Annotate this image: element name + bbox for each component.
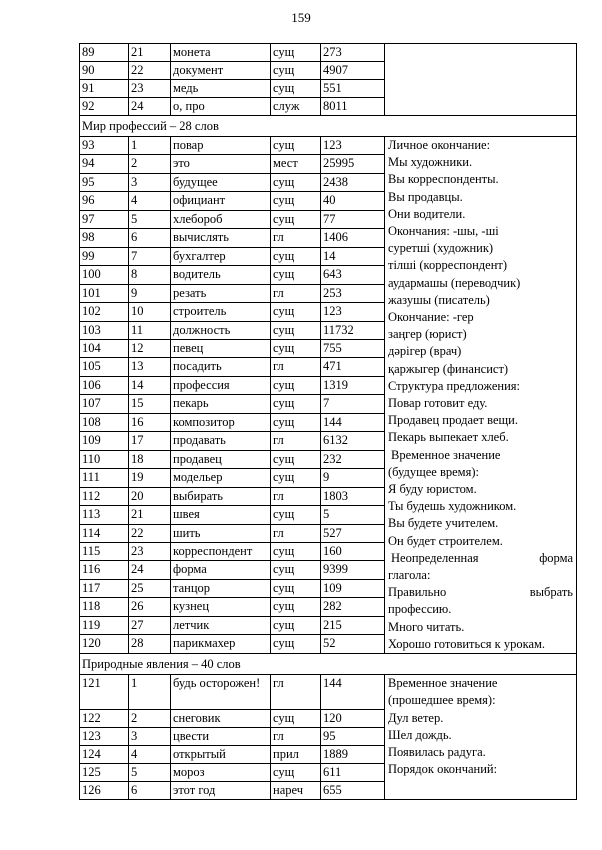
frequency-cell: 95 xyxy=(321,728,385,746)
row-number-cell: 107 xyxy=(80,395,129,413)
frequency-cell: 25995 xyxy=(321,155,385,173)
section-index-cell: 9 xyxy=(129,284,171,302)
part-of-speech-cell: гл xyxy=(271,229,321,247)
word-cell: кузнец xyxy=(171,598,271,616)
word-cell: о, про xyxy=(171,98,271,116)
section-index-cell: 4 xyxy=(129,746,171,764)
frequency-cell: 14 xyxy=(321,247,385,265)
note-line: Окончание: -гер xyxy=(388,310,474,325)
note-line: Хорошо готовиться к урокам. xyxy=(388,636,546,651)
frequency-cell: 120 xyxy=(321,710,385,728)
word-cell: документ xyxy=(171,62,271,80)
section-header-row xyxy=(80,116,577,137)
table-row xyxy=(80,675,577,710)
part-of-speech-cell: сущ xyxy=(271,210,321,228)
note-line: Появилась радуга. xyxy=(388,744,486,759)
note-line: Много читать. xyxy=(388,619,465,634)
section-title: Природные явления – 40 слов xyxy=(80,654,577,675)
part-of-speech-cell: сущ xyxy=(271,506,321,524)
note-line: Шел дождь. xyxy=(388,727,452,742)
row-number-cell: 122 xyxy=(80,710,129,728)
frequency-cell: 527 xyxy=(321,524,385,542)
word-cell: профессия xyxy=(171,376,271,394)
part-of-speech-cell: сущ xyxy=(271,469,321,487)
part-of-speech-cell: сущ xyxy=(271,44,321,62)
row-number-cell: 116 xyxy=(80,561,129,579)
note-line: Окончания: -шы, -ші xyxy=(388,224,499,239)
note-line: Структура предложения: xyxy=(388,378,520,393)
frequency-cell: 123 xyxy=(321,137,385,155)
note-line xyxy=(388,584,573,601)
section-index-cell: 17 xyxy=(129,432,171,450)
section-index-cell: 3 xyxy=(129,173,171,191)
part-of-speech-cell: мест xyxy=(271,155,321,173)
part-of-speech-cell: сущ xyxy=(271,137,321,155)
word-cell: этот год xyxy=(171,782,271,800)
word-cell: бухгалтер xyxy=(171,247,271,265)
row-number-cell: 97 xyxy=(80,210,129,228)
row-number-cell: 103 xyxy=(80,321,129,339)
section-title: Мир профессий – 28 слов xyxy=(80,116,577,137)
note-line: профессию. xyxy=(388,602,452,617)
note-line: Временное значение xyxy=(391,447,501,462)
part-of-speech-cell: сущ xyxy=(271,247,321,265)
note-word: форма xyxy=(539,550,573,565)
part-of-speech-cell: гл xyxy=(271,675,321,710)
part-of-speech-cell: служ xyxy=(271,98,321,116)
frequency-cell: 1803 xyxy=(321,487,385,505)
part-of-speech-cell: прил xyxy=(271,746,321,764)
table-row xyxy=(80,44,577,62)
word-cell: продавать xyxy=(171,432,271,450)
page-number: 159 xyxy=(291,10,311,25)
frequency-cell: 1406 xyxy=(321,229,385,247)
frequency-cell: 40 xyxy=(321,192,385,210)
section-index-cell: 23 xyxy=(129,80,171,98)
section-index-cell: 11 xyxy=(129,321,171,339)
frequency-cell: 144 xyxy=(321,413,385,431)
frequency-cell: 471 xyxy=(321,358,385,376)
row-number-cell: 89 xyxy=(80,44,129,62)
word-cell: певец xyxy=(171,339,271,357)
section-index-cell: 1 xyxy=(129,137,171,155)
section-index-cell: 19 xyxy=(129,469,171,487)
section-index-cell: 6 xyxy=(129,229,171,247)
frequency-cell: 273 xyxy=(321,44,385,62)
note-line: Повар готовит еду. xyxy=(388,396,488,411)
word-cell: монета xyxy=(171,44,271,62)
section-index-cell: 20 xyxy=(129,487,171,505)
part-of-speech-cell: сущ xyxy=(271,80,321,98)
section-index-cell: 16 xyxy=(129,413,171,431)
word-cell: швея xyxy=(171,506,271,524)
section-index-cell: 10 xyxy=(129,303,171,321)
table-row xyxy=(80,137,577,155)
row-number-cell: 121 xyxy=(80,675,129,710)
row-number-cell: 113 xyxy=(80,506,129,524)
part-of-speech-cell: сущ xyxy=(271,395,321,413)
section-index-cell: 26 xyxy=(129,598,171,616)
section-index-cell: 6 xyxy=(129,782,171,800)
part-of-speech-cell: сущ xyxy=(271,598,321,616)
vocabulary-table xyxy=(79,43,577,800)
frequency-cell: 144 xyxy=(321,675,385,710)
frequency-cell: 215 xyxy=(321,616,385,634)
note-line: глагола: xyxy=(388,568,431,583)
frequency-cell: 6132 xyxy=(321,432,385,450)
word-cell: снеговик xyxy=(171,710,271,728)
word-cell: посадить xyxy=(171,358,271,376)
note-line: суретші (художник) xyxy=(388,241,494,256)
grammar-notes-cell xyxy=(385,44,577,116)
section-index-cell: 22 xyxy=(129,62,171,80)
row-number-cell: 106 xyxy=(80,376,129,394)
word-cell: выбирать xyxy=(171,487,271,505)
row-number-cell: 99 xyxy=(80,247,129,265)
word-cell: парикмахер xyxy=(171,635,271,654)
section-index-cell: 4 xyxy=(129,192,171,210)
section-index-cell: 13 xyxy=(129,358,171,376)
word-cell: хлебороб xyxy=(171,210,271,228)
section-index-cell: 8 xyxy=(129,266,171,284)
row-number-cell: 102 xyxy=(80,303,129,321)
word-cell: резать xyxy=(171,284,271,302)
word-cell: должность xyxy=(171,321,271,339)
word-cell: повар xyxy=(171,137,271,155)
note-line: жазушы (писатель) xyxy=(388,292,490,307)
part-of-speech-cell: сущ xyxy=(271,303,321,321)
part-of-speech-cell: сущ xyxy=(271,542,321,560)
frequency-cell: 7 xyxy=(321,395,385,413)
note-line: (прошедшее время): xyxy=(388,693,496,708)
word-cell: официант xyxy=(171,192,271,210)
section-index-cell: 27 xyxy=(129,616,171,634)
word-cell: шить xyxy=(171,524,271,542)
word-cell: водитель xyxy=(171,266,271,284)
word-cell: танцор xyxy=(171,579,271,597)
section-index-cell: 15 xyxy=(129,395,171,413)
row-number-cell: 109 xyxy=(80,432,129,450)
row-number-cell: 118 xyxy=(80,598,129,616)
section-index-cell: 25 xyxy=(129,579,171,597)
part-of-speech-cell: гл xyxy=(271,432,321,450)
note-line: Пекарь выпекает хлеб. xyxy=(388,430,509,445)
section-index-cell: 21 xyxy=(129,44,171,62)
section-index-cell: 1 xyxy=(129,675,171,710)
frequency-cell: 232 xyxy=(321,450,385,468)
note-line: Временное значение xyxy=(388,676,498,691)
part-of-speech-cell: гл xyxy=(271,284,321,302)
note-line: тілші (корреспондент) xyxy=(388,258,508,273)
row-number-cell: 96 xyxy=(80,192,129,210)
section-index-cell: 23 xyxy=(129,542,171,560)
note-line: Мы художники. xyxy=(388,155,473,170)
note-line xyxy=(388,550,573,567)
row-number-cell: 119 xyxy=(80,616,129,634)
note-line: Порядок окончаний: xyxy=(388,762,498,777)
section-index-cell: 12 xyxy=(129,339,171,357)
section-index-cell: 24 xyxy=(129,98,171,116)
row-number-cell: 92 xyxy=(80,98,129,116)
frequency-cell: 9399 xyxy=(321,561,385,579)
section-index-cell: 3 xyxy=(129,728,171,746)
frequency-cell: 1889 xyxy=(321,746,385,764)
note-line: аудармашы (переводчик) xyxy=(388,275,521,290)
frequency-cell: 8011 xyxy=(321,98,385,116)
section-index-cell: 24 xyxy=(129,561,171,579)
section-index-cell: 18 xyxy=(129,450,171,468)
row-number-cell: 90 xyxy=(80,62,129,80)
part-of-speech-cell: сущ xyxy=(271,321,321,339)
row-number-cell: 125 xyxy=(80,764,129,782)
part-of-speech-cell: сущ xyxy=(271,450,321,468)
frequency-cell: 11732 xyxy=(321,321,385,339)
section-index-cell: 22 xyxy=(129,524,171,542)
row-number-cell: 101 xyxy=(80,284,129,302)
row-number-cell: 115 xyxy=(80,542,129,560)
note-line: заңгер (юрист) xyxy=(388,327,467,342)
frequency-cell: 282 xyxy=(321,598,385,616)
row-number-cell: 98 xyxy=(80,229,129,247)
frequency-cell: 9 xyxy=(321,469,385,487)
row-number-cell: 91 xyxy=(80,80,129,98)
note-word: Правильно xyxy=(388,585,447,600)
word-cell: летчик xyxy=(171,616,271,634)
part-of-speech-cell: гл xyxy=(271,524,321,542)
part-of-speech-cell: гл xyxy=(271,358,321,376)
word-cell: вычислять xyxy=(171,229,271,247)
note-line: Дул ветер. xyxy=(388,710,444,725)
part-of-speech-cell: сущ xyxy=(271,266,321,284)
section-index-cell: 7 xyxy=(129,247,171,265)
note-line: Личное окончание: xyxy=(388,138,491,152)
word-cell: корреспондент xyxy=(171,542,271,560)
grammar-notes-cell xyxy=(385,675,577,800)
section-index-cell: 5 xyxy=(129,210,171,228)
note-word: выбрать xyxy=(529,585,573,600)
frequency-cell: 611 xyxy=(321,764,385,782)
note-line: Я буду юристом. xyxy=(388,482,477,497)
frequency-cell: 4907 xyxy=(321,62,385,80)
note-line: Вы корреспонденты. xyxy=(388,172,499,187)
word-cell: продавец xyxy=(171,450,271,468)
frequency-cell: 5 xyxy=(321,506,385,524)
note-word: Неопределенная xyxy=(391,550,479,565)
note-line: Вы будете учителем. xyxy=(388,516,499,531)
part-of-speech-cell: сущ xyxy=(271,376,321,394)
part-of-speech-cell: сущ xyxy=(271,616,321,634)
part-of-speech-cell: сущ xyxy=(271,413,321,431)
section-header-row xyxy=(80,654,577,675)
part-of-speech-cell: сущ xyxy=(271,173,321,191)
part-of-speech-cell: сущ xyxy=(271,764,321,782)
word-cell: форма xyxy=(171,561,271,579)
word-cell: мороз xyxy=(171,764,271,782)
grammar-notes-cell xyxy=(385,137,577,654)
frequency-cell: 755 xyxy=(321,339,385,357)
part-of-speech-cell: сущ xyxy=(271,579,321,597)
word-cell: это xyxy=(171,155,271,173)
note-line: қаржыгер (финансист) xyxy=(388,361,509,376)
note-line: (будущее время): xyxy=(388,464,479,479)
frequency-cell: 253 xyxy=(321,284,385,302)
frequency-cell: 655 xyxy=(321,782,385,800)
row-number-cell: 124 xyxy=(80,746,129,764)
word-cell: модельер xyxy=(171,469,271,487)
part-of-speech-cell: нареч xyxy=(271,782,321,800)
word-cell: композитор xyxy=(171,413,271,431)
note-line: Они водители. xyxy=(388,206,466,221)
row-number-cell: 112 xyxy=(80,487,129,505)
part-of-speech-cell: гл xyxy=(271,487,321,505)
row-number-cell: 108 xyxy=(80,413,129,431)
frequency-cell: 643 xyxy=(321,266,385,284)
part-of-speech-cell: сущ xyxy=(271,62,321,80)
frequency-cell: 1319 xyxy=(321,376,385,394)
row-number-cell: 110 xyxy=(80,450,129,468)
row-number-cell: 94 xyxy=(80,155,129,173)
row-number-cell: 123 xyxy=(80,728,129,746)
row-number-cell: 111 xyxy=(80,469,129,487)
word-cell: открытый xyxy=(171,746,271,764)
section-index-cell: 5 xyxy=(129,764,171,782)
row-number-cell: 120 xyxy=(80,635,129,654)
note-line: Вы продавцы. xyxy=(388,189,463,204)
section-index-cell: 28 xyxy=(129,635,171,654)
note-line: Продавец продает вещи. xyxy=(388,413,518,428)
row-number-cell: 114 xyxy=(80,524,129,542)
note-line: Ты будешь художником. xyxy=(388,499,517,514)
word-cell: будущее xyxy=(171,173,271,191)
frequency-cell: 2438 xyxy=(321,173,385,191)
part-of-speech-cell: сущ xyxy=(271,710,321,728)
part-of-speech-cell: сущ xyxy=(271,635,321,654)
row-number-cell: 104 xyxy=(80,339,129,357)
section-index-cell: 14 xyxy=(129,376,171,394)
frequency-cell: 52 xyxy=(321,635,385,654)
word-cell: строитель xyxy=(171,303,271,321)
row-number-cell: 105 xyxy=(80,358,129,376)
frequency-cell: 109 xyxy=(321,579,385,597)
row-number-cell: 126 xyxy=(80,782,129,800)
row-number-cell: 93 xyxy=(80,137,129,155)
row-number-cell: 117 xyxy=(80,579,129,597)
frequency-cell: 77 xyxy=(321,210,385,228)
section-index-cell: 2 xyxy=(129,710,171,728)
frequency-cell: 160 xyxy=(321,542,385,560)
row-number-cell: 95 xyxy=(80,173,129,191)
section-index-cell: 2 xyxy=(129,155,171,173)
row-number-cell: 100 xyxy=(80,266,129,284)
word-cell: медь xyxy=(171,80,271,98)
note-line: дәрігер (врач) xyxy=(388,344,462,359)
frequency-cell: 123 xyxy=(321,303,385,321)
part-of-speech-cell: сущ xyxy=(271,192,321,210)
word-cell: цвести xyxy=(171,728,271,746)
part-of-speech-cell: сущ xyxy=(271,561,321,579)
frequency-cell: 551 xyxy=(321,80,385,98)
word-cell: будь осторожен! xyxy=(171,675,271,710)
part-of-speech-cell: гл xyxy=(271,728,321,746)
word-cell: пекарь xyxy=(171,395,271,413)
note-line: Он будет строителем. xyxy=(388,533,503,548)
section-index-cell: 21 xyxy=(129,506,171,524)
part-of-speech-cell: сущ xyxy=(271,339,321,357)
